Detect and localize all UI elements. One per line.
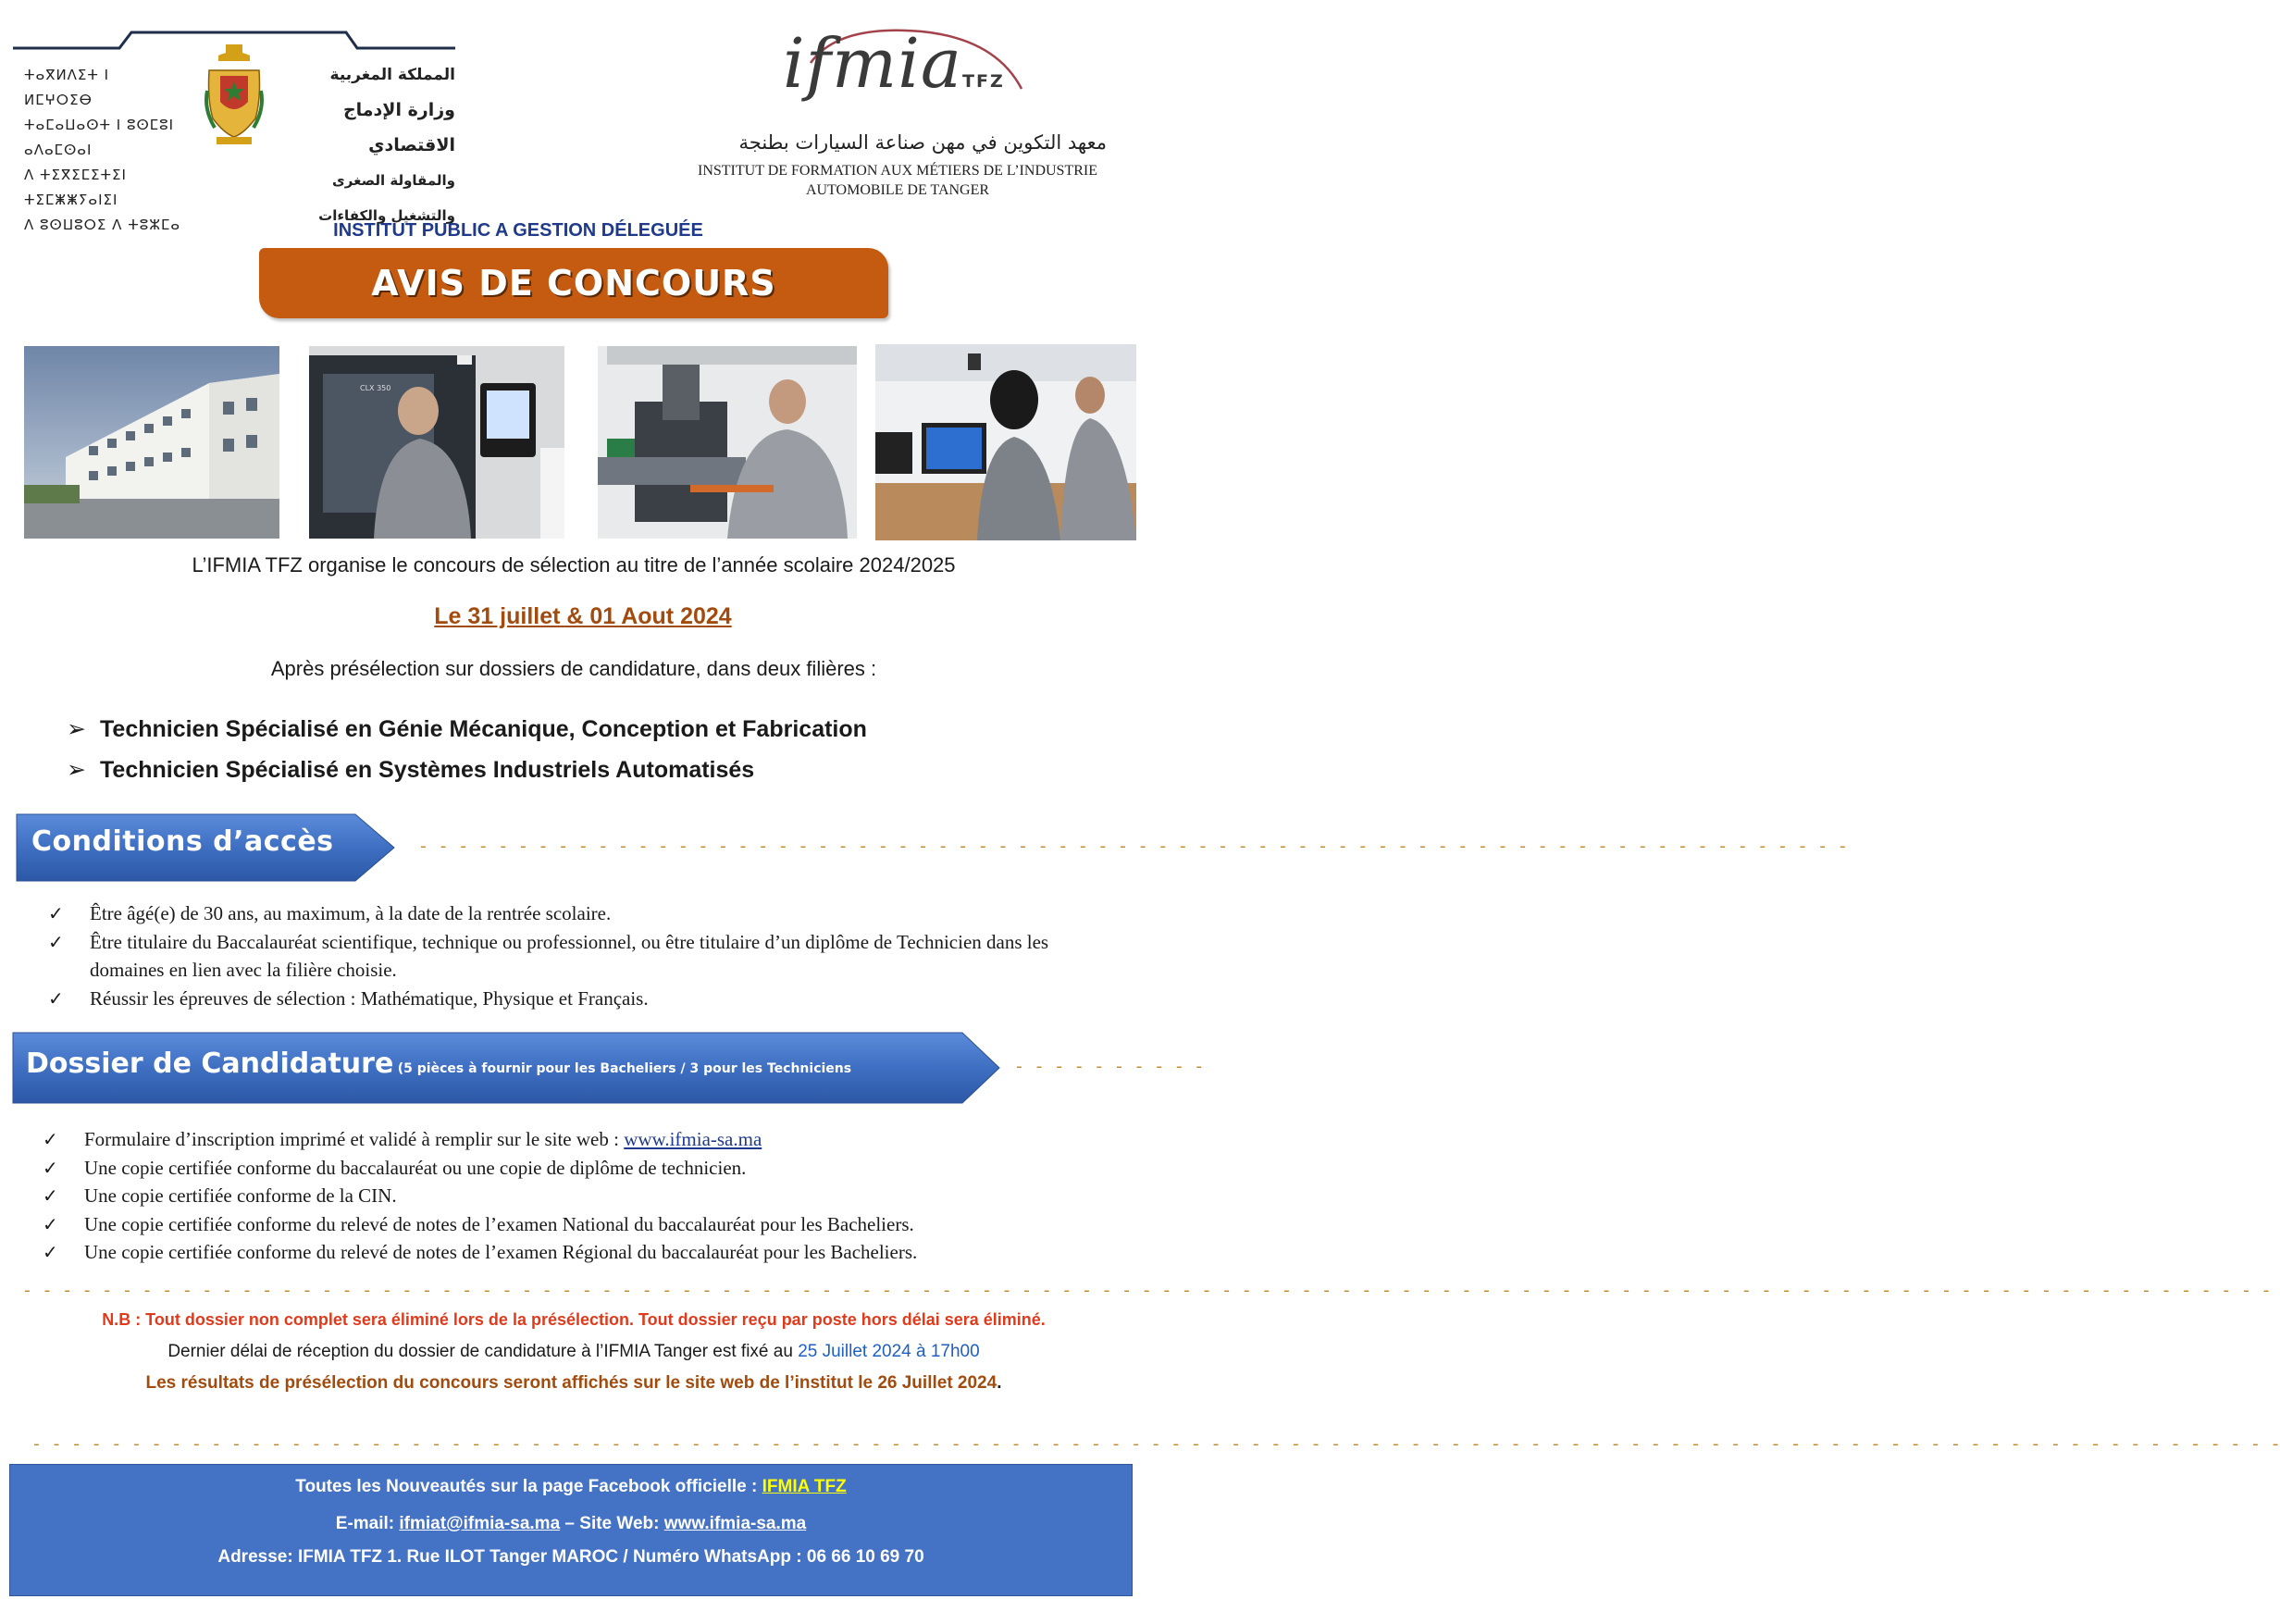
check-icon: ✓ xyxy=(48,902,64,924)
results-text: Les résultats de présélection du concours seront affichés sur le site web de l’institut le 26 Juillet 2024. xyxy=(145,1373,1002,1393)
footer-contact-box xyxy=(9,1464,1133,1596)
facebook-line: Toutes les Nouveautés sur la page Facebook officielle : IFMIA TFZ xyxy=(295,1477,847,1496)
nb-warning: N.B : Tout dossier non complet sera éliminé lors de la présélection. Tout dossier reçu par poste hors délai sera éliminé. xyxy=(102,1310,1046,1329)
concours-date: Le 31 juillet & 01 Aout 2024 xyxy=(434,603,732,629)
address-line: Adresse: IFMIA TFZ 1. Rue ILOT Tanger MAROC / Numéro WhatsApp : 06 66 10 69 70 xyxy=(217,1547,924,1567)
site-link[interactable]: www.ifmia-sa.ma xyxy=(663,1514,807,1533)
deadline-date: 25 Juillet 2024 à 17h00 xyxy=(798,1342,980,1361)
photo-cnc-machine-operator xyxy=(309,346,564,539)
dossier-title xyxy=(26,1048,851,1080)
preselection-text: Après présélection sur dossiers de candidature, dans deux filières : xyxy=(270,657,877,680)
intro-text: L’IFMIA TFZ organise le concours de sélection au titre de l’année scolaire 2024/2025 xyxy=(192,553,956,576)
dossier-note: (5 pièces à fournir pour les Bacheliers / 3 pour les Techniciens xyxy=(397,1061,852,1076)
check-icon: ✓ xyxy=(48,930,64,953)
filiere-list xyxy=(67,709,1103,790)
list-item: ✓ Être âgé(e) de 30 ans, au maximum, à la date de la rentrée scolaire. xyxy=(48,899,1084,928)
notes-divider-bottom: - - - - - - - - - - - - - - - - - - - - - - - - - - - - - - - - - - - - - - - - - - - - - - - - - - - - - - - - - - - - - - - - - - - - - - - - - - - - - - - - - - - - - - - - - - - - - - - - - - - - - - - - - - - - - - - - - xyxy=(31,1436,2280,1455)
moroccan-coat-of-arms-emblem xyxy=(205,44,263,148)
list-item: ✓ Une copie certifiée conforme du relevé de notes de l’examen Régional du baccalauréat pour les Bacheliers. xyxy=(43,1238,1125,1267)
check-icon: ✓ xyxy=(43,1241,58,1263)
photo-milling-machine-operator xyxy=(598,346,857,539)
email-link[interactable]: ifmiat@ifmia-sa.ma xyxy=(399,1514,561,1533)
list-item: ✓ Une copie certifiée conforme du relevé de notes de l’examen National du baccalauréat pour les Bacheliers. xyxy=(43,1210,1125,1239)
notes-divider-top: - - - - - - - - - - - - - - - - - - - - - - - - - - - - - - - - - - - - - - - - - - - - - - - - - - - - - - - - - - - - - - - - - - - - - - - - - - - - - - - - - - - - - - - - - - - - - - - - - - - - - - - - - - - - - - - - - xyxy=(22,1283,2272,1301)
arabic-ministry-name: المملكة المغربية وزارة الإدماج الاقتصادي والمقاولة الصغرى والتشغيل والكفاءات xyxy=(318,66,455,224)
ifmia-logo: ifmiaTFZ xyxy=(783,24,1005,104)
list-item: ✓ Une copie certifiée conforme du baccalauréat ou une copie de diplôme de technicien. xyxy=(43,1154,1125,1183)
banner-title: AVIS DE CONCOURS xyxy=(371,263,776,304)
facebook-page-link[interactable]: IFMIA TFZ xyxy=(762,1477,847,1496)
arrow-bullet-icon: ➢ xyxy=(67,757,86,783)
arrow-bullet-icon: ➢ xyxy=(67,716,86,742)
dossier-title-text: Dossier de Candidature xyxy=(26,1048,394,1080)
list-item: ✓ Formulaire d’inscription imprimé et validé à remplir sur le site web : www.ifmia-sa.ma xyxy=(43,1125,1125,1154)
check-icon: ✓ xyxy=(43,1184,58,1207)
contact-line: E-mail: ifmiat@ifmia-sa.ma – Site Web: www.ifmia-sa.ma xyxy=(335,1514,807,1533)
check-icon: ✓ xyxy=(43,1212,58,1235)
results-label: Les résultats de présélection du concours seront affichés sur le site web de l’institut le 26 Juillet 2024 xyxy=(145,1373,998,1393)
filiere-item: ➢ Technicien Spécialisé en Génie Mécanique, Conception et Fabrication xyxy=(67,709,1103,750)
conditions-list xyxy=(48,899,1084,1012)
deadline-text xyxy=(19,1342,1129,1362)
check-icon: ✓ xyxy=(43,1128,58,1150)
filiere-item: ➢ Technicien Spécialisé en Systèmes Industriels Automatisés xyxy=(67,750,1103,790)
photo-institute-building xyxy=(24,346,279,539)
svg-text:CLX 350: CLX 350 xyxy=(360,384,391,392)
institute-name-arabic: معهد التكوين في مهن صناعة السيارات بطنجة xyxy=(738,131,1107,154)
avis-de-concours-banner xyxy=(259,248,888,318)
list-item: ✓ Réussir les épreuves de sélection : Mathématique, Physique et Français. xyxy=(48,985,1084,1013)
dossier-divider: - - - - - - - - - - xyxy=(1014,1059,1205,1077)
institute-status-subtitle: INSTITUT PUBLIC A GESTION DÉLEGUÉE xyxy=(333,220,703,241)
conditions-title: Conditions d’accès xyxy=(31,825,334,858)
tifinagh-ministry-name: ⵜⴰⴳⵍⴷⵉⵜ ⵏ ⵍⵎⵖⵔⵉⴱ ⵜⴰⵎⴰⵡⴰⵙⵜ ⵏ ⵓⵙⵎⵓⵏ ⴰⴷⴰⵎⵙⴰⵏ ⴷ ⵜⵉⴳⵉⵎⵉⵜⵉⵏ ⵜⵉⵎⵥⵥⵢⴰⵏⵉⵏ ⴷ ⵓⵙⵡⵓⵔⵉ ⴷ ⵜⵓⵣⵎⴰ xyxy=(24,67,181,233)
dossier-list xyxy=(43,1125,1125,1267)
conditions-divider: - - - - - - - - - - - - - - - - - - - - - - - - - - - - - - - - - - - - - - - - - - - - - - - - - - - - - - - - - - - - - - - - - - - - - - - - xyxy=(418,838,1848,857)
deadline-label: Dernier délai de réception du dossier de candidature à l’IFMIA Tanger est fixé au xyxy=(167,1342,799,1361)
photo-computer-lab-students xyxy=(875,344,1136,540)
website-link[interactable]: www.ifmia-sa.ma xyxy=(624,1128,762,1150)
list-item: ✓ Être titulaire du Baccalauréat scientifique, technique ou professionnel, ou être titulaire d’un diplôme de Technicien dans les domaines en lien avec la filière choisie. xyxy=(48,928,1084,985)
list-item: ✓ Une copie certifiée conforme de la CIN. xyxy=(43,1182,1125,1210)
check-icon: ✓ xyxy=(43,1156,58,1179)
institute-name-french: INSTITUT DE FORMATION AUX MÉTIERS DE L’INDUSTRIE AUTOMOBILE DE TANGER xyxy=(698,163,1097,198)
check-icon: ✓ xyxy=(48,986,64,1010)
